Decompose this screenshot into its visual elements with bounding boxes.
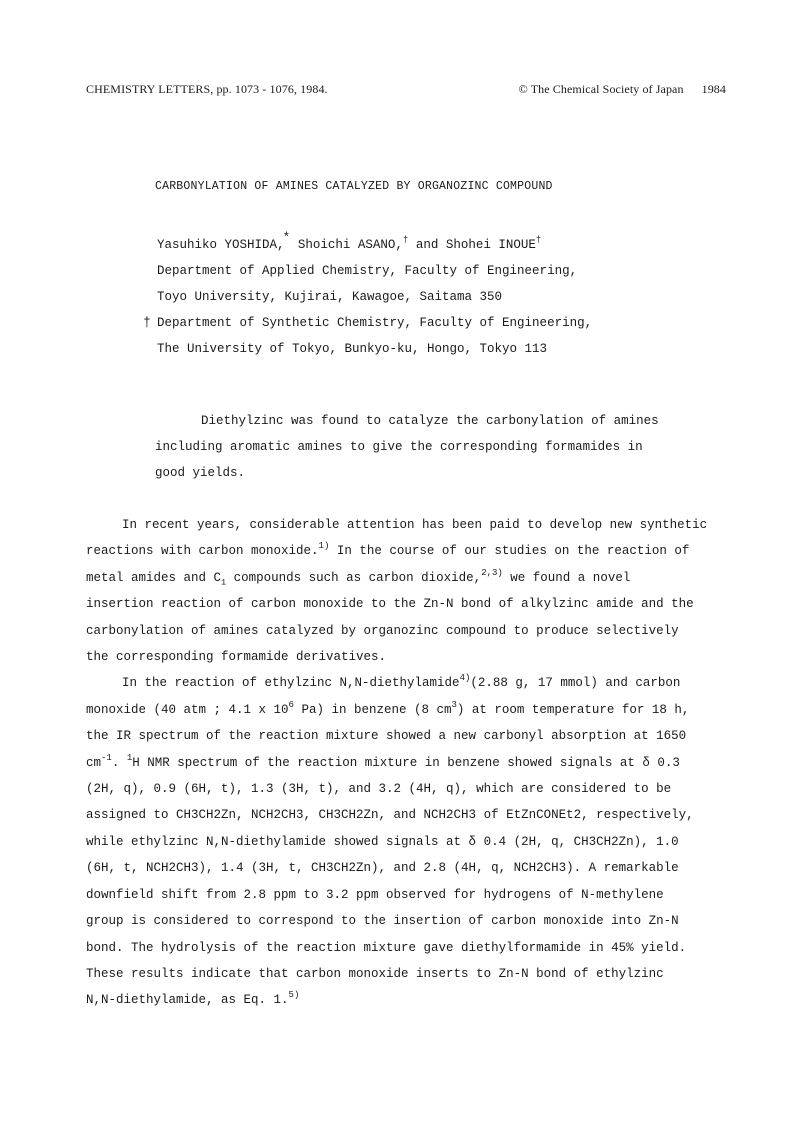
paragraph-line: downfield shift from 2.8 ppm to 3.2 ppm observed for hydrogens of N-methylene bbox=[86, 887, 664, 902]
reference-marker: 1) bbox=[318, 541, 330, 552]
affiliation-1-line-1: Department of Applied Chemistry, Faculty of Engineering, bbox=[157, 264, 578, 278]
paragraph-line: while ethylzinc N,N-diethylamide showed signals at δ 0.4 (2H, q, CH3CH2Zn), 1.0 bbox=[86, 834, 679, 849]
reference-marker: 4) bbox=[459, 673, 471, 684]
body-text bbox=[86, 512, 731, 1014]
paragraph-line: N,N-diethylamide, as Eq. 1.$^{5)}$ bbox=[86, 990, 300, 1008]
abstract-text: Diethylzinc was found to catalyze the carbonylation of amines including aromatic amines to give the corresponding formamides in good yields. bbox=[155, 414, 659, 480]
corresponding-author-mark: * bbox=[282, 230, 291, 245]
paragraph-line: reactions with carbon monoxide.$^{1)}$ In the course of our studies on the reaction of bbox=[86, 541, 690, 559]
copyright-notice: © The Chemical Society of Japan bbox=[518, 82, 684, 96]
paragraph-line: assigned to CH3CH2Zn, NCH2CH3, CH3CH2Zn, and NCH2CH3 of EtZnCONEt2, respectively, bbox=[86, 808, 694, 823]
abstract bbox=[155, 408, 675, 486]
affiliation-dagger: † bbox=[143, 315, 151, 330]
affiliation-mark: † bbox=[535, 234, 542, 245]
paragraph-line: (6H, t, NCH2CH3), 1.4 (3H, t, CH3CH2Zn), and 2.8 (4H, q, NCH2CH3). A remarkable bbox=[86, 861, 679, 876]
copyright-year: 1984 bbox=[701, 82, 726, 96]
paragraph-line: the IR spectrum of the reaction mixture showed a new carbonyl absorption at 1650 bbox=[86, 729, 687, 744]
affiliation-2-line-1: † Department of Synthetic Chemistry, Faculty of Engineering, bbox=[157, 310, 592, 336]
paragraph-line: $cm^{-1}$. $^1$H NMR spectrum of the reaction mixture in benzene showed signals at δ 0.3 bbox=[86, 752, 680, 770]
paragraph-line: bond. The hydrolysis of the reaction mixture gave diethylformamide in 45% yield. bbox=[86, 940, 687, 955]
author-yoshida: Yasuhiko YOSHIDA, bbox=[157, 238, 285, 252]
running-header bbox=[86, 82, 726, 102]
author-block bbox=[143, 230, 593, 362]
paragraph-line: group is considered to correspond to the insertion of carbon monoxide into Zn-N bbox=[86, 914, 679, 929]
copyright-block bbox=[519, 82, 726, 97]
paragraph-line: (2H, q), 0.9 (6H, t), 1.3 (3H, t), and 3.2 (4H, q), which are considered to be bbox=[86, 782, 672, 797]
author-asano: Shoichi ASANO, bbox=[297, 238, 403, 252]
paragraph-line: carbonylation of amines catalyzed by organozinc compound to produce selectively bbox=[86, 623, 679, 638]
affiliation-mark: † bbox=[402, 234, 409, 245]
affiliation-2-line-2: The University of Tokyo, Bunkyo-ku, Hongo, Tokyo 113 bbox=[157, 342, 548, 356]
paragraph-line: insertion reaction of carbon monoxide to the Zn-N bond of alkylzinc amide and the bbox=[86, 597, 694, 612]
paragraph-line: In recent years, considerable attention has been paid to develop new synthetic bbox=[122, 518, 708, 532]
paragraph-line: In the reaction of ethylzinc N,N-diethylamide$^{4)}$(2.88 g, 17 mmol) and carbon bbox=[122, 673, 681, 691]
paper-title: CARBONYLATION OF AMINES CATALYZED BY ORGANOZINC COMPOUND bbox=[155, 180, 553, 193]
reference-marker: 5) bbox=[288, 990, 300, 1001]
paragraph-line: These results indicate that carbon monoxide inserts to Zn-N bond of ethylzinc bbox=[86, 966, 664, 981]
paragraph-line: the corresponding formamide derivatives. bbox=[86, 650, 387, 665]
affiliation-1-line-2: Toyo University, Kujirai, Kawagoe, Saitama 350 bbox=[157, 290, 503, 304]
journal-citation: CHEMISTRY LETTERS, pp. 1073 - 1076, 1984. bbox=[86, 82, 328, 96]
author-inoue: and Shohei INOUE bbox=[415, 238, 536, 252]
paragraph-line: monoxide (40 atm ; 4.1 x $10^6$ Pa) in benzene (8 $cm^3$) at room temperature for 18 h, bbox=[86, 699, 690, 717]
author-line bbox=[157, 232, 592, 258]
paragraph-line: metal amides and $C_1$ compounds such as carbon dioxide,$^{2,3)}$ we found a novel bbox=[86, 567, 631, 588]
reference-marker: 2,3) bbox=[481, 567, 503, 578]
